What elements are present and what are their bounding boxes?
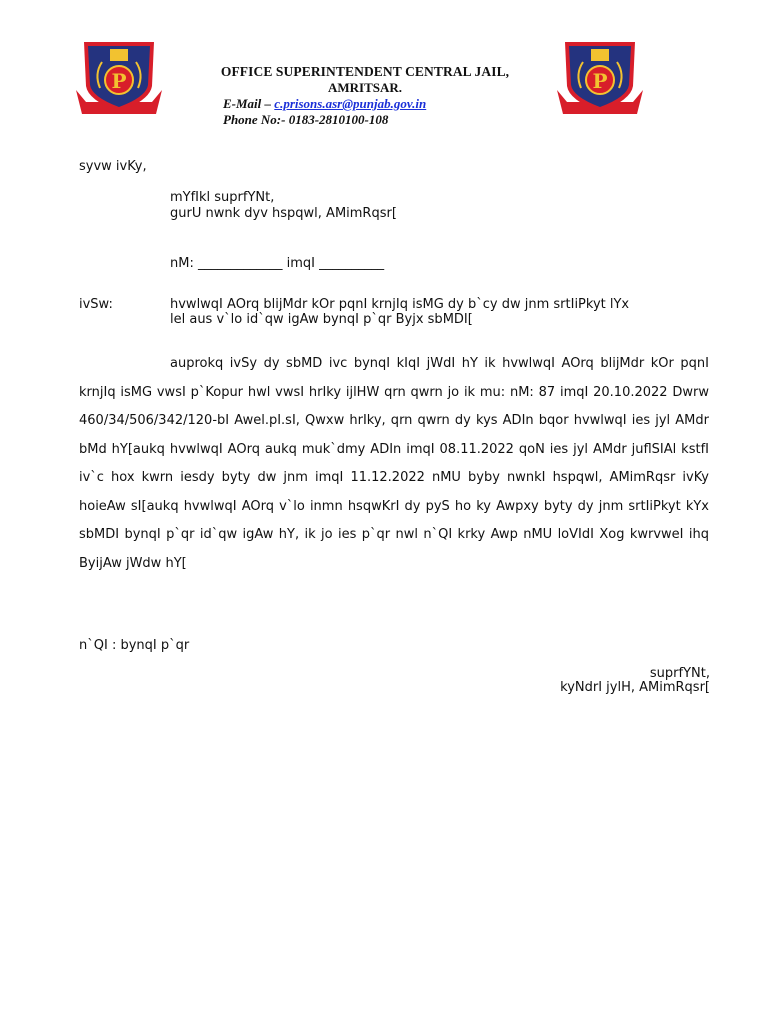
- letterhead: [180, 64, 550, 128]
- svg-text:P: P: [111, 69, 127, 93]
- signature-line-2: kyNdrI jylH, AMimRqsr[: [560, 680, 710, 695]
- recipient-line-1: mYfIkl suprfYNt,: [170, 190, 275, 205]
- office-city: AMRITSAR.: [327, 80, 403, 95]
- email-link[interactable]: c.prisons.asr@punjab.gov.in: [274, 96, 427, 111]
- phone-line: Phone No:- 0183-2810100-108: [223, 112, 389, 127]
- subject-label: ivSw:: [79, 297, 113, 312]
- punjab-prison-logo-right: [553, 40, 647, 122]
- recipient-line-2: gurU nwnk dyv hspqwl, AMimRqsr[: [170, 206, 397, 221]
- subject-line-1: hvwlwqI AOrq blijMdr kOr pqnI krnjIq isMG dy b`cy dw jnm srtIiPkyt lYx: [170, 297, 630, 312]
- subject-line-2: lel aus v`lo id`qw igAw bynqI p`qr Byjx sbMDI[: [170, 312, 473, 327]
- office-title: OFFICE SUPERINTENDENT CENTRAL JAIL,: [220, 64, 510, 79]
- email-label: E-Mail –: [223, 96, 272, 111]
- enclosure-note: n`QI : bynqI p`qr: [79, 638, 190, 653]
- punjab-prison-logo-left: [72, 40, 166, 122]
- signature-block: [560, 667, 710, 695]
- svg-text:P: P: [592, 69, 608, 93]
- salutation: syvw ivKy,: [79, 159, 147, 174]
- letter-body-paragraph: auprokq ivSy dy sbMD ivc bynqI kIqI jWdI hY ik hvwlwqI AOrq blijMdr kOr pqnI krnjIq isMG vwsI p`Kopur hwl vwsI hrIky ijlHW qrn qwrn jo ik mu: nM: 87 imqI 20.10.2022 Dwrw 460/34/506/342/120-bI Awel.pI.sI, Qwxw hrIky, qrn qwrn dy kys ADIn bqor hvwlwqI ies jyl AMdr bMd hY[aukq hvwlwqI AOrq aukq muk`dmy ADIn imqI 08.11.2022 qoN ies jyl AMdr juflSIAl kstfI iv`c hox kwrn iesdy byty dw jnm imqI 11.12.2022 nMU byby nwnkI hspqwl, AMimRqsr ivKy hoieAw sI[aukq hvwlwqI AOrq v`lo inmn hsqwKrI dy pyS ho ky Awpxy byty dy jnm srtIiPkyt kYx sbMDI bynqI p`qr id`qw igAw hY, ik jo ies p`qr nwl n`QI krky Awp nMU loVIdI Xog kwrvweI ihq ByijAw jWdw hY[: [79, 356, 709, 571]
- signature-line-1: suprfYNt,: [649, 666, 710, 681]
- reference-line: nM: _____________ imqI __________: [170, 256, 385, 271]
- email-line: [180, 96, 550, 112]
